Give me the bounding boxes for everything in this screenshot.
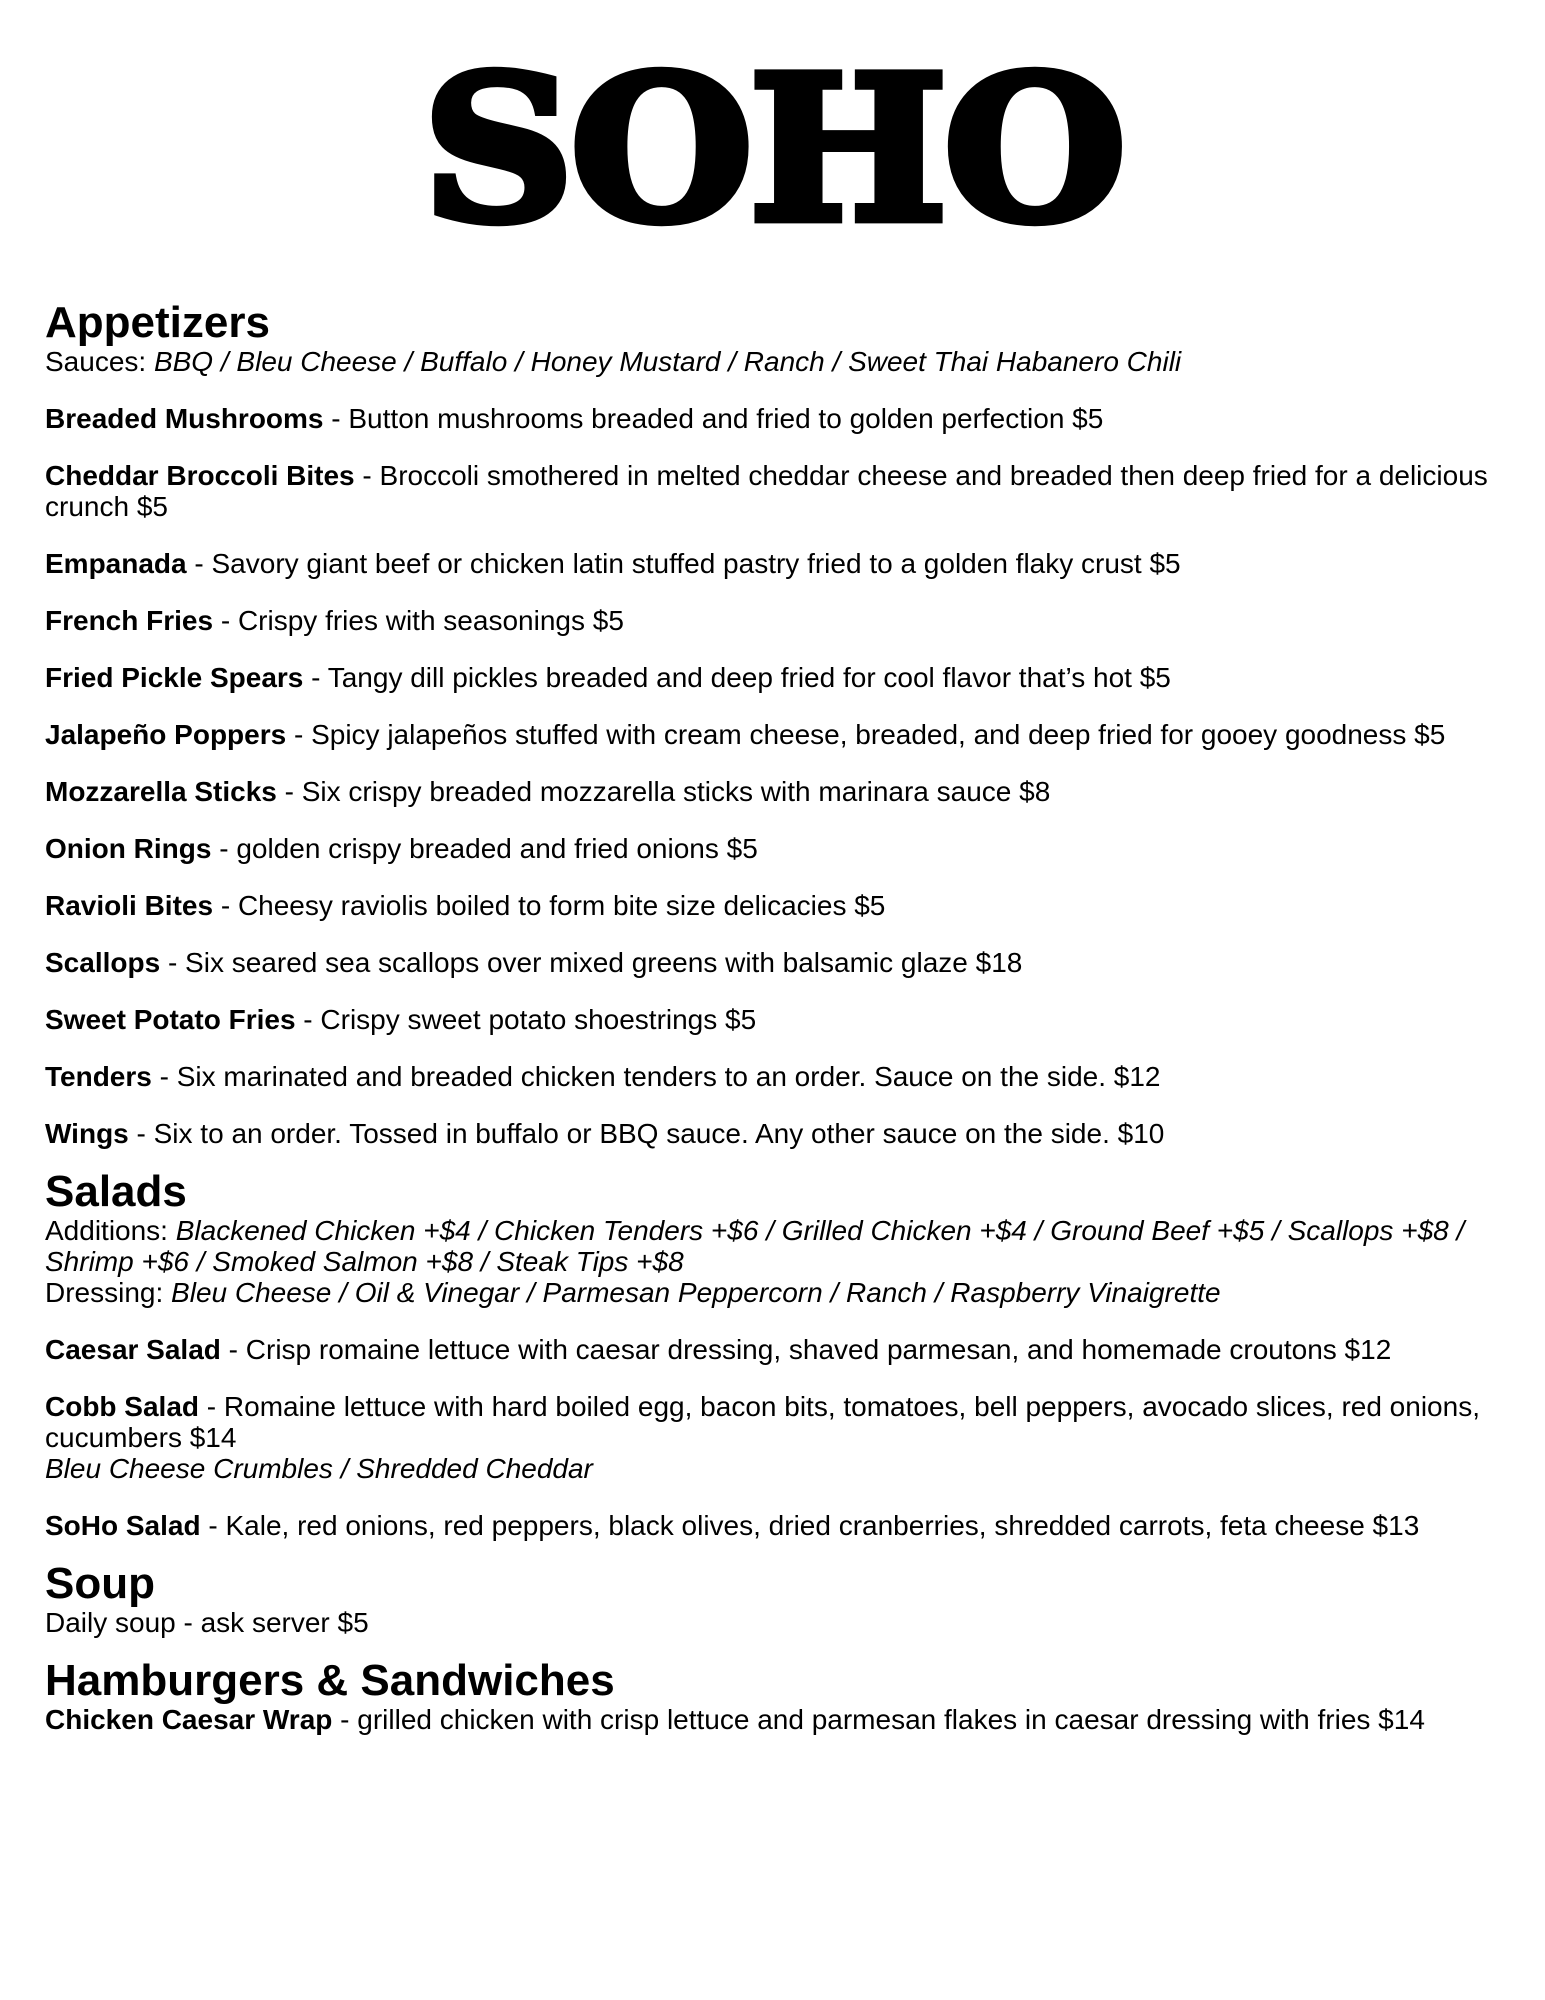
menu-item-name: Fried Pickle Spears <box>45 662 304 693</box>
menu-item-desc: - Savory giant beef or chicken latin stuffed pastry fried to a golden flaky crust $5 <box>186 548 1181 579</box>
menu-item-name: Wings <box>45 1118 129 1149</box>
menu-item <box>45 548 1500 579</box>
section-title-appetizers: Appetizers <box>45 298 270 347</box>
menu-item-desc: - Six seared sea scallops over mixed greens with balsamic glaze $18 <box>160 947 1023 978</box>
menu-item-name: Breaded Mushrooms <box>45 403 324 434</box>
menu-item-name: Ravioli Bites <box>45 890 214 921</box>
menu-item-name: Sweet Potato Fries <box>45 1004 296 1035</box>
menu-item-desc: - Kale, red onions, red peppers, black olives, dried cranberries, shredded carrots, feta cheese $13 <box>200 1510 1420 1541</box>
additions-note <box>45 1215 1500 1277</box>
menu-item-name: Empanada <box>45 548 187 579</box>
additions-label: Additions: <box>45 1215 176 1246</box>
menu-item-name: Jalapeño Poppers <box>45 719 287 750</box>
menu-item <box>45 1334 1500 1365</box>
menu-item <box>45 605 1500 636</box>
menu-item <box>45 1704 1500 1735</box>
section-title-soup: Soup <box>45 1559 155 1608</box>
menu-page <box>45 31 1500 1735</box>
menu-item-desc: - Spicy jalapeños stuffed with cream cheese, breaded, and deep fried for gooey goodness $5 <box>286 719 1446 750</box>
menu-item-desc: - Crispy sweet potato shoestrings $5 <box>295 1004 757 1035</box>
dressing-list: Bleu Cheese / Oil & Vinegar / Parmesan Peppercorn / Ranch / Raspberry Vinaigrette <box>171 1277 1221 1308</box>
restaurant-logo: SOHO <box>422 31 1123 267</box>
sauces-label: Sauces: <box>45 346 154 377</box>
menu-item-desc: - Broccoli smothered in melted cheddar cheese and breaded then deep fried for a delicious crunch $5 <box>45 460 1488 522</box>
section-title-sandwiches: Hamburgers & Sandwiches <box>45 1656 615 1705</box>
menu-item-options: Bleu Cheese Crumbles / Shredded Cheddar <box>45 1453 593 1484</box>
menu-item <box>45 1061 1500 1092</box>
menu-item-desc: - Crisp romaine lettuce with caesar dressing, shaved parmesan, and homemade croutons $12 <box>220 1334 1392 1365</box>
sandwiches-section <box>45 1658 1500 1735</box>
menu-item <box>45 1510 1500 1541</box>
soup-section <box>45 1561 1500 1638</box>
dressing-label: Dressing: <box>45 1277 172 1308</box>
menu-item-name: French Fries <box>45 605 214 636</box>
menu-item-name: Cobb Salad <box>45 1391 200 1422</box>
menu-item <box>45 403 1500 434</box>
section-title-salads: Salads <box>45 1167 187 1216</box>
menu-item-name: Scallops <box>45 947 161 978</box>
salads-section <box>45 1169 1500 1541</box>
menu-item-desc: - grilled chicken with crisp lettuce and parmesan flakes in caesar dressing with fries $14 <box>332 1704 1425 1735</box>
menu-item <box>45 1118 1500 1149</box>
menu-item-desc: - Cheesy raviolis boiled to form bite size delicacies $5 <box>213 890 886 921</box>
menu-item <box>45 1004 1500 1035</box>
menu-item-desc: - Crispy fries with seasonings $5 <box>213 605 624 636</box>
menu-item-name: Caesar Salad <box>45 1334 221 1365</box>
menu-item-name: Mozzarella Sticks <box>45 776 277 807</box>
sauces-note <box>45 346 1500 377</box>
menu-item <box>45 833 1500 864</box>
menu-item <box>45 890 1500 921</box>
menu-item <box>45 719 1500 750</box>
menu-item-name: Tenders <box>45 1061 152 1092</box>
menu-item <box>45 776 1500 807</box>
menu-item-desc: - Six marinated and breaded chicken tenders to an order. Sauce on the side. $12 <box>151 1061 1161 1092</box>
menu-item-desc: - golden crispy breaded and fried onions $5 <box>211 833 758 864</box>
additions-list: Blackened Chicken +$4 / Chicken Tenders +$6 / Grilled Chicken +$4 / Ground Beef +$5 / Scallops +$8 / Shrimp +$6 / Smoked Salmon +$8 / Steak Tips +$8 <box>45 1215 1465 1277</box>
menu-item <box>45 662 1500 693</box>
soup-text: Daily soup - ask server $5 <box>45 1607 369 1638</box>
appetizers-section <box>45 300 1500 1149</box>
menu-item <box>45 1391 1500 1484</box>
menu-item-name: Chicken Caesar Wrap <box>45 1704 333 1735</box>
menu-item <box>45 460 1500 522</box>
menu-item-desc: - Tangy dill pickles breaded and deep fried for cool flavor that’s hot $5 <box>303 662 1171 693</box>
menu-item-name: SoHo Salad <box>45 1510 201 1541</box>
menu-item <box>45 947 1500 978</box>
menu-item-desc: - Six crispy breaded mozzarella sticks with marinara sauce $8 <box>276 776 1051 807</box>
menu-item-desc: - Six to an order. Tossed in buffalo or BBQ sauce. Any other sauce on the side. $10 <box>128 1118 1165 1149</box>
sauces-list: BBQ / Bleu Cheese / Buffalo / Honey Mustard / Ranch / Sweet Thai Habanero Chili <box>153 346 1182 377</box>
menu-item-desc: - Romaine lettuce with hard boiled egg, bacon bits, tomatoes, bell peppers, avocado slices, red onions, cucumbers $14 <box>45 1391 1480 1453</box>
menu-item-desc: - Button mushrooms breaded and fried to golden perfection $5 <box>323 403 1104 434</box>
menu-item-name: Cheddar Broccoli Bites <box>45 460 355 491</box>
dressing-note <box>45 1277 1500 1308</box>
menu-item-name: Onion Rings <box>45 833 212 864</box>
